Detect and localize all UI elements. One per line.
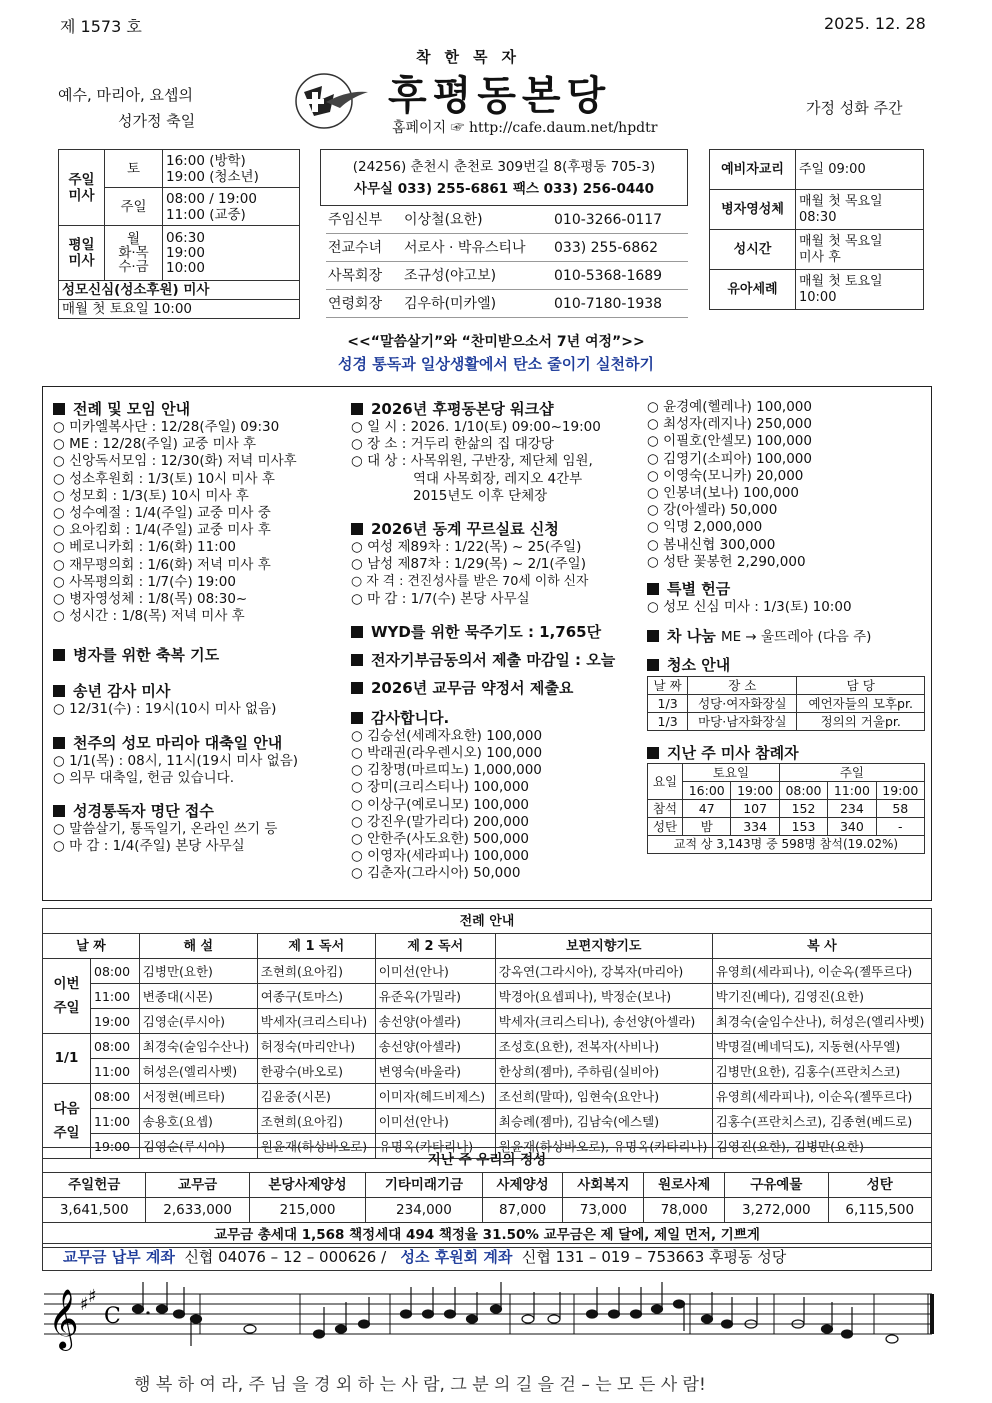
sunday-label: 주일 [105, 188, 163, 226]
list-item: ○ 인봉녀(보나) 100,000 [647, 485, 927, 502]
issue-number: 제 1573 호 [60, 17, 142, 36]
table-row: 1/3 마당·남자화장실 정의의 거울pr. [648, 713, 925, 731]
notices-column-3 [647, 399, 927, 854]
contact-role: 연령회장 [328, 296, 383, 312]
offering-title: 지난 주 우리의 정성 [43, 1148, 932, 1173]
account-info [42, 1243, 932, 1271]
list-item: ○ 남성 제87차 : 1/29(목) ~ 2/1(주일) [351, 556, 647, 573]
list-item: ○ 이상구(예로니모) 100,000 [351, 797, 647, 814]
list-item: ○ 장미(크리스티나) 100,000 [351, 779, 647, 796]
table-header: 교무금 [146, 1173, 249, 1198]
list-item: ○ 병자영성체 : 1/8(목) 08:30~ [53, 591, 345, 608]
list-item: ○ 김춘자(그라시아) 50,000 [351, 865, 647, 882]
table-header: 장 소 [688, 677, 797, 695]
liturgy-title: 전례 안내 [43, 909, 932, 934]
table-header: 원로사제 [644, 1173, 725, 1198]
table-row: 11:00 허성은(엘리사벳) 한광수(바오로) 변영숙(바울라) 한상희(젬마), 주하림(실비아) 김병만(요한), 김홍수(프란치스코) [43, 1059, 932, 1084]
table-header: 토요일 [683, 764, 780, 782]
tagline: 착한목자 [416, 48, 530, 66]
parish-title: 후평동본당 [388, 72, 612, 119]
list-item: ○ 이영자(세라피나) 100,000 [351, 848, 647, 865]
section-heading: 지난 주 미사 참례자 [647, 743, 927, 763]
section-heading: 감사합니다. [351, 708, 647, 728]
table-row: 11:00 변종대(시몬) 여종구(토마스) 유준옥(가밀라) 박경아(요셉피나), 박정순(보나) 박기진(베다), 김영진(요한) [43, 984, 932, 1009]
account-label: 성소 후원회 계좌 [400, 1248, 513, 1266]
table-header: 구유예물 [725, 1173, 828, 1198]
section-heading: 2026년 동계 꾸르실료 신청 [351, 519, 647, 539]
list-item: ○ 이영숙(모니카) 20,000 [647, 468, 927, 485]
list-item: ○ 성모 신심 미사 : 1/3(토) 10:00 [647, 599, 927, 616]
sunday-times: 08:00 / 19:00 11:00 (교중) [163, 188, 300, 226]
sacrament-schedule-table [709, 149, 924, 310]
feast-line-2: 성가정 축일 [118, 112, 196, 130]
contact-phone: 010-5368-1689 [554, 268, 663, 284]
section-heading: 천주의 성모 마리아 대축일 안내 [53, 733, 345, 753]
section-heading: 전례 및 모임 안내 [53, 399, 345, 419]
table-header: 요일 [648, 764, 683, 800]
table-header: 제 2 독서 [375, 934, 495, 959]
table-row: 성탄 밤 334 153 340 - [648, 818, 925, 836]
offering-summary: 교무금 총세대 1,568 책정세대 494 책정율 31.50% 교무금은 제 달에, 제일 먼저, 기쁘게 [43, 1223, 932, 1248]
section-heading: 송년 감사 미사 [53, 681, 345, 701]
contact-phone: 010-7180-1938 [554, 296, 663, 312]
hymn-lyrics: 행 복 하 여 라, 주 님 을 경 외 하 는 사 람, 그 분 의 길 을 걷 – 는 모 든 사 람! [134, 1375, 706, 1395]
table-header: 기타미래기금 [366, 1173, 482, 1198]
table-row: 1/1 08:00 최경숙(술임수산나) 허정숙(마리안나) 송선양(아셀라) 조성호(요한), 전복자(사비나) 박명걸(베네딕도), 지동현(사무엘) [43, 1034, 932, 1059]
list-item: ○ 여성 제89차 : 1/22(목) ~ 25(주일) [351, 539, 647, 556]
list-item: ○ 마 감 : 1/4(주일) 본당 사무실 [53, 838, 345, 855]
table-row: 3,641,500 2,633,000 215,000 234,000 87,000 73,000 78,000 3,272,000 6,115,500 [43, 1198, 932, 1223]
weekday-days: 월 화·목 수·금 [105, 226, 163, 281]
section-heading: 2026년 교무금 약정서 제출요 [351, 678, 647, 698]
list-item: ○ 박래권(라우렌시오) 100,000 [351, 745, 647, 762]
treble-clef-icon: 𝄞 [48, 1289, 79, 1349]
hymn-score [44, 1280, 936, 1398]
list-item: ○ 김창명(마르띠노) 1,000,000 [351, 762, 647, 779]
list-item: ○ 마 감 : 1/7(수) 본당 사무실 [351, 591, 647, 608]
table-header: 주일헌금 [43, 1173, 146, 1198]
contact-name: 김우하(미카엘) [404, 296, 497, 312]
address-block [320, 149, 688, 206]
notices-box [42, 386, 932, 901]
table-header: 본당사제양성 [249, 1173, 365, 1198]
table-row: 1/3 성당·여자화장실 예언자들의 모후pr. [648, 695, 925, 713]
table-row: 참석 47 107 152 234 58 [648, 800, 925, 818]
table-header: 날 짜 [43, 934, 140, 959]
slogan-title: <<“말씀살기”와 “찬미받으소서 7년 여정”>> [347, 334, 645, 350]
table-header: 담 당 [797, 677, 925, 695]
table-header: 제 1 독서 [257, 934, 375, 959]
list-item: ○ 강진우(말가리다) 200,000 [351, 814, 647, 831]
table-row: 11:00 송용호(요셉) 조현희(요아킴) 이미선(안나) 최승례(젬마), 김남숙(에스텔) 김홍수(프란치스코), 김종현(베드로) [43, 1109, 932, 1134]
account-number: 신협 04076 – 12 – 000626 / [184, 1248, 387, 1266]
table-row: 19:00 김영순(루시아) 원윤재(하상바오로) 유명옥(카타리나) 원윤재(하상바오로), 유명옥(카타리나) 김영진(요한), 김병만(요한) [43, 1134, 932, 1159]
sunday-label: 가정 성화 주간 [806, 99, 903, 117]
list-item: ○ 대 상 : 사목위원, 구반장, 제단체 임원, [351, 453, 647, 470]
list-item: ○ 최성자(레지나) 250,000 [647, 416, 927, 433]
table-header: 주일 [779, 764, 924, 782]
cleaning-table [647, 676, 925, 731]
offering-table [42, 1147, 932, 1248]
attendance-total: 교적 상 3,143명 중 598명 참석(19.02%) [648, 836, 925, 854]
contact-role: 주임신부 [328, 212, 383, 228]
table-header: 복 사 [712, 934, 931, 959]
list-item: ○ 성수예절 : 1/4(주일) 교중 미사 중 [53, 505, 345, 522]
section-heading: 전자기부금동의서 제출 마감일 : 오늘 [351, 650, 647, 670]
contact-name: 서로사 · 박유스티나 [404, 240, 526, 256]
section-heading: WYD를 위한 묵주기도 : 1,765단 [351, 622, 647, 642]
marian-mass-label: 성모신심(성소후원) 미사 [59, 281, 300, 300]
issue-date: 2025. 12. 28 [824, 14, 926, 33]
contact-row [326, 290, 688, 318]
list-item: ○ ME : 12/28(주일) 교중 미사 후 [53, 436, 345, 453]
marian-mass-time: 매월 첫 토요일 10:00 [59, 300, 300, 319]
schedule-key: 예비자교리 [710, 150, 796, 190]
list-item: ○ 성탄 꽃봉헌 2,290,000 [647, 554, 927, 571]
schedule-key: 병자영성체 [710, 190, 796, 230]
list-item: ○ 강(아셀라) 50,000 [647, 502, 927, 519]
section-heading: 청소 안내 [647, 655, 927, 675]
schedule-value: 주일 09:00 [796, 150, 924, 190]
homepage-link[interactable]: 홈페이지 ☞ http://cafe.daum.net/hpdtr [392, 120, 658, 136]
schedule-key: 유아세례 [710, 270, 796, 310]
list-item: ○ 1/1(목) : 08시, 11시(19시 미사 없음) [53, 753, 345, 770]
weekday-mass-label: 평일 미사 [59, 226, 105, 281]
contact-name: 조규성(야고보) [404, 268, 497, 284]
list-item-continued: 역대 사목회장, 레지오 4간부 [413, 470, 583, 487]
list-item: ○ 재무평의회 : 1/6(화) 저녁 미사 후 [53, 557, 345, 574]
list-item: ○ 12/31(수) : 19시(10시 미사 없음) [53, 701, 345, 718]
section-heading: 차 나눔 ME → 울뜨레아 (다음 주) [647, 626, 927, 647]
feast-line-1: 예수, 마리아, 요셉의 [58, 86, 193, 104]
address: (24256) 춘천시 춘천로 309번길 8(후평동 705-3) [352, 159, 656, 175]
table-header: 날 짜 [648, 677, 688, 695]
office-phone: 사무실 033) 255-6861 팩스 033) 256-0440 [353, 181, 655, 197]
sharp-icon: ♯ [80, 1294, 89, 1315]
contact-row [326, 234, 688, 262]
list-item: ○ 성시간 : 1/8(목) 저녁 미사 후 [53, 608, 345, 625]
list-item: ○ 신앙독서모임 : 12/30(화) 저녁 미사후 [53, 453, 345, 470]
section-heading: 성경통독자 명단 접수 [53, 801, 345, 821]
list-item: ○ 안한주(사도요한) 500,000 [351, 831, 647, 848]
contact-role: 전교수녀 [328, 240, 383, 256]
schedule-value: 매월 첫 목요일 08:30 [796, 190, 924, 230]
schedule-value: 매월 첫 목요일 미사 후 [796, 230, 924, 270]
contact-row [326, 206, 688, 234]
notices-column-2 [351, 399, 647, 883]
notices-column-1 [53, 399, 345, 855]
mass-times-table [58, 149, 300, 319]
list-item: ○ 김승선(세례자요한) 100,000 [351, 728, 647, 745]
list-item: ○ 봄내신협 300,000 [647, 537, 927, 554]
contact-role: 사목회장 [328, 268, 383, 284]
table-header: 사회복지 [563, 1173, 644, 1198]
list-item: ○ 일 시 : 2026. 1/10(토) 09:00~19:00 [351, 419, 647, 436]
list-item: ○ 미카엘복사단 : 12/28(주일) 09:30 [53, 419, 345, 436]
section-heading: 병자를 위한 축복 기도 [53, 645, 345, 665]
liturgy-table [42, 908, 932, 1159]
list-item: ○ 베로니카회 : 1/6(화) 11:00 [53, 539, 345, 556]
table-header: 사제양성 [482, 1173, 563, 1198]
sharp-icon: ♯ [88, 1286, 97, 1307]
sunday-mass-label: 주일 미사 [59, 150, 105, 226]
list-item-continued: 2015년도 이후 단체장 [413, 487, 548, 504]
account-label: 교무금 납부 계좌 [63, 1248, 175, 1266]
list-item: ○ 성소후원회 : 1/3(토) 10시 미사 후 [53, 471, 345, 488]
contact-row [326, 262, 688, 290]
slogan-subtitle: 성경 통독과 일상생활에서 탄소 줄이기 실천하기 [338, 355, 654, 373]
table-header: 해 설 [139, 934, 257, 959]
list-item: ○ 의무 대축일, 헌금 있습니다. [53, 770, 345, 787]
list-item: ○ 사목평의회 : 1/7(수) 19:00 [53, 574, 345, 591]
attendance-table: 요일 토요일 주일 16:00 19:00 08:00 11:00 19:00 참석 47 107 152 234 58 성탄 밤 334 153 340 - 교적 상 3,143명 중 598명 참석(19.02%) [647, 763, 925, 854]
list-item: ○ 성모회 : 1/3(토) 10시 미사 후 [53, 488, 345, 505]
section-heading: 특별 헌금 [647, 579, 927, 599]
weekday-times: 06:30 19:00 10:00 [163, 226, 300, 281]
saturday-label: 토 [105, 150, 163, 188]
parish-logo-icon [290, 72, 372, 130]
contact-box [320, 149, 688, 320]
contact-phone: 010-3266-0117 [554, 212, 663, 228]
table-header: 보편지향기도 [495, 934, 712, 959]
list-item: ○ 자 격 : 견진성사를 받은 70세 이하 신자 [351, 573, 647, 590]
list-item: ○ 요아킴회 : 1/4(주일) 교중 미사 후 [53, 522, 345, 539]
table-header: 성탄 [828, 1173, 932, 1198]
contact-name: 이상철(요한) [404, 212, 483, 228]
schedule-value: 매월 첫 토요일 10:00 [796, 270, 924, 310]
list-item: ○ 장 소 : 거두리 한삶의 집 대강당 [351, 436, 647, 453]
saturday-times: 16:00 (방학) 19:00 (청소년) [163, 150, 300, 188]
list-item: ○ 이필호(안셀모) 100,000 [647, 433, 927, 450]
list-item: ○ 윤경예(헬레나) 100,000 [647, 399, 927, 416]
contact-phone: 033) 255-6862 [554, 240, 659, 256]
table-row: 이번 주일 08:00 김병만(요한) 조현희(요아킴) 이미선(안나) 강옥연(그라시아), 강복자(마리아) 유영희(세라피나), 이순옥(젤뚜르다) [43, 959, 932, 984]
list-item: ○ 익명 2,000,000 [647, 519, 927, 536]
account-number: 신협 131 – 019 – 753663 후평동 성당 [521, 1248, 787, 1266]
time-signature-icon: C [104, 1304, 121, 1329]
table-row: 다음 주일 08:00 서정현(베르타) 김윤중(시몬) 이미자(헤드비제스) 조선희(말따), 임현숙(요안나) 유영희(세라피나), 이순옥(젤뚜르다) [43, 1084, 932, 1109]
section-heading: 2026년 후평동본당 워크샵 [351, 399, 647, 419]
table-row: 19:00 김영순(루시아) 박세자(크리스티나) 송선양(아셀라) 박세자(크리스티나), 송선양(아셀라) 최경숙(술임수산나), 허성은(엘리사벳) [43, 1009, 932, 1034]
schedule-key: 성시간 [710, 230, 796, 270]
list-item: ○ 말씀살기, 통독일기, 온라인 쓰기 등 [53, 821, 345, 838]
list-item: ○ 김영기(소피아) 100,000 [647, 451, 927, 468]
